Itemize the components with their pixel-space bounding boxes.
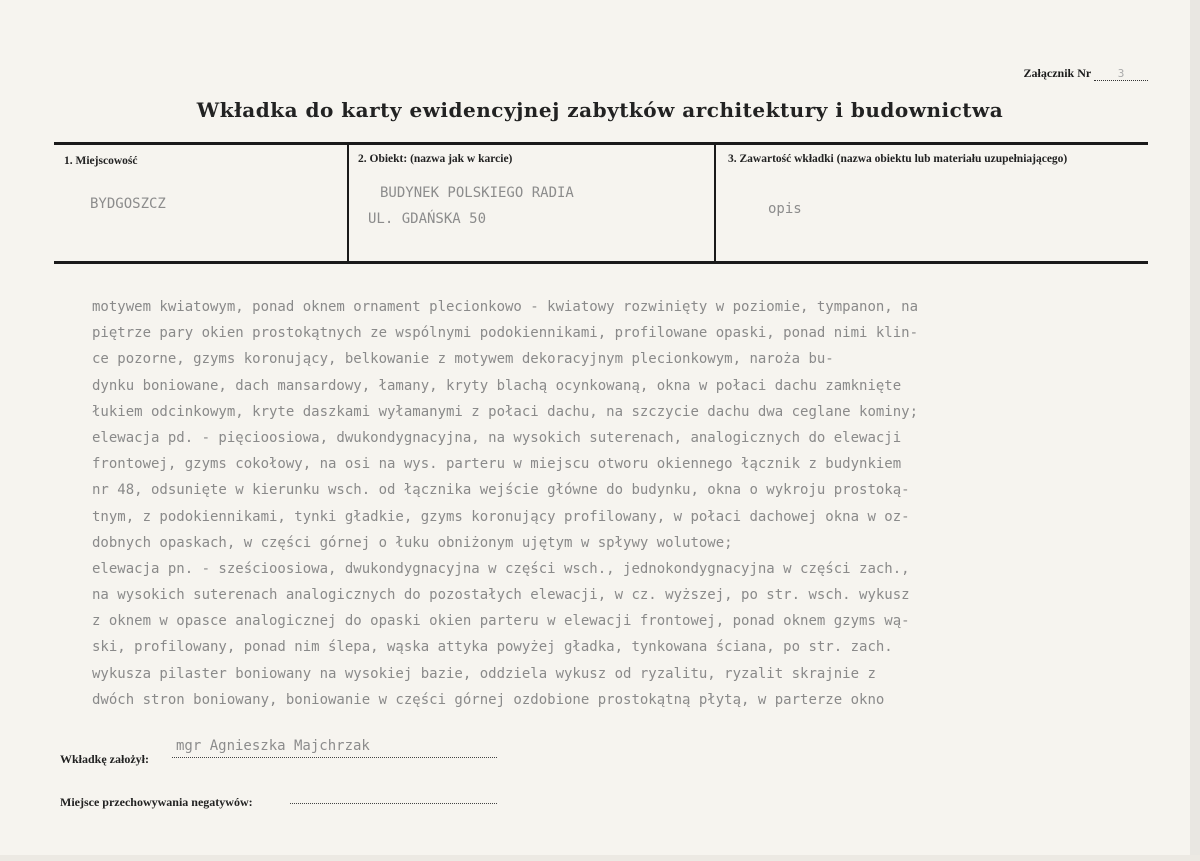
paper-edge-right <box>1190 0 1200 861</box>
description-line: dwóch stron boniowany, boniowanie w części górnej ozdobione prostokątną płytą, w parterze okno <box>92 691 885 708</box>
description-line: wykusza pilaster boniowany na wysokiej bazie, oddziela wykusz od ryzalitu, ryzalit skrajnie z <box>92 665 876 682</box>
negatives-location-line <box>290 803 497 804</box>
negatives-location-label: Miejsce przechowywania negatywów: <box>60 795 253 809</box>
header-locality: 1. Miejscowość <box>64 155 138 167</box>
table-top-rule <box>54 142 1148 145</box>
contents-value: opis <box>768 201 802 217</box>
description-line: łukiem odcinkowym, kryte daszkami wyłamanymi z połaci dachu, na szczycie dachu dwa ceglane kominy; <box>92 403 919 420</box>
description-text <box>92 294 1102 713</box>
form-title: Wkładka do karty ewidencyjnej zabytków architektury i budownictwa <box>196 98 1004 122</box>
description-line: elewacja pn. - sześcioosiowa, dwukondygnacyjna w części wsch., jednokondygnacyjna w części zach., <box>92 560 910 577</box>
description-line: piętrze pary okien prostokątnych ze wspólnymi podokiennikami, profilowane opaski, ponad nimi klin- <box>92 325 919 342</box>
attachment-label: Załącznik Nr <box>1023 66 1091 80</box>
description-line: z oknem w opasce analogicznej do opaski okien parteru w elewacji frontowej, ponad oknem gzyms wą- <box>92 613 910 630</box>
description-line: na wysokich suterenach analogicznych do pozostałych elewacji, w cz. wyższej, po str. wsch. wykusz <box>92 587 910 604</box>
table-bottom-rule <box>54 261 1148 264</box>
header-object: 2. Obiekt: (nazwa jak w karcie) <box>358 153 513 165</box>
paper-edge-bottom <box>0 855 1200 861</box>
locality-value: BYDGOSZCZ <box>90 196 166 212</box>
column-divider-1 <box>347 145 349 261</box>
created-by-label: Wkładkę założył: <box>60 752 149 766</box>
header-contents: 3. Zawartość wkładki (nazwa obiektu lub materiału uzupełniającego) <box>728 153 1068 165</box>
description-line: nr 48, odsunięte w kierunku wsch. od łącznika wejście główne do budynku, okna o wykroju prostoką- <box>92 482 910 499</box>
description-line: ce pozorne, gzyms koronujący, belkowanie z motywem dekoracyjnym plecionkowym, naroża bu- <box>92 351 834 368</box>
attachment-number <box>1024 66 1148 81</box>
description-line: dynku boniowane, dach mansardowy, łamany, kryty blachą ocynkowaną, okna w połaci dachu zamknięte <box>92 377 902 394</box>
description-line: motywem kwiatowym, ponad oknem ornament plecionkowo - kwiatowy rozwinięty w poziomie, tympanon, na <box>92 299 919 315</box>
description-line: ski, profilowany, ponad nim ślepa, wąska attyka powyżej gładka, tynkowana ściana, po str. zach. <box>92 639 893 656</box>
description-line: elewacja pd. - pięcioosiowa, dwukondygnacyjna, na wysokich suterenach, analogicznych do elewacji <box>92 429 902 446</box>
attachment-number-value: 3 <box>1094 68 1148 81</box>
object-line-1: BUDYNEK POLSKIEGO RADIA <box>380 185 574 201</box>
created-by-value: mgr Agnieszka Majchrzak <box>176 738 370 754</box>
column-divider-2 <box>714 145 716 261</box>
object-line-2: UL. GDAŃSKA 50 <box>368 211 487 227</box>
description-line: tnym, z podokiennikami, tynki gładkie, gzyms koronujący profilowany, w połaci dachowej okna w oz- <box>92 508 910 525</box>
created-by-line <box>172 757 497 758</box>
description-line: frontowej, gzyms cokołowy, na osi na wys. parteru w miejscu otworu okiennego łącznik z budynkiem <box>92 456 902 473</box>
description-line: dobnych opaskach, w części górnej o łuku obniżonym ujętym w spływy wolutowe; <box>92 534 733 551</box>
